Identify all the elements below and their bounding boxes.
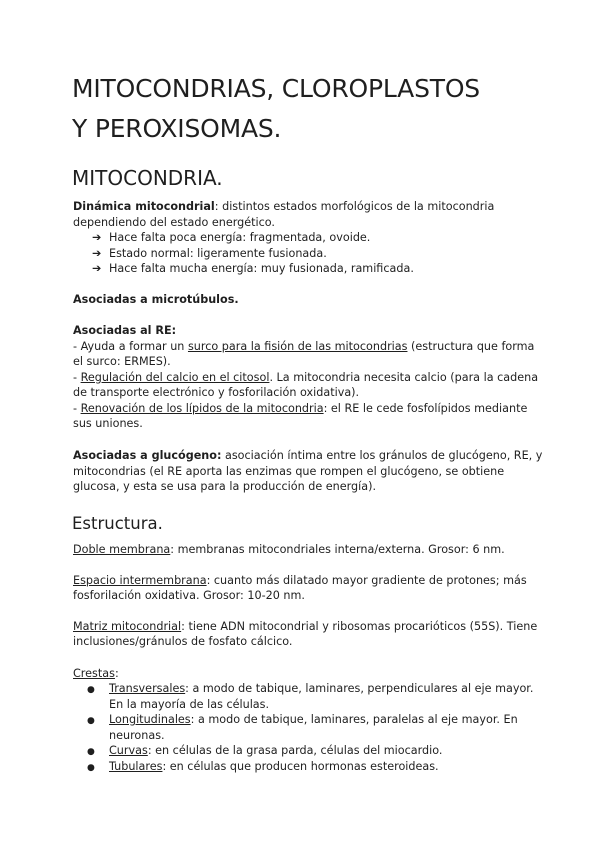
- glucogeno-line-1: [73, 448, 542, 464]
- list-item-continuation: neuronas.: [109, 729, 165, 742]
- dinamica-paragraph-line-1: [73, 199, 494, 215]
- list-item-text: Hace falta poca energía: fragmentada, ovoide.: [109, 231, 371, 244]
- cresta-type-label: Curvas: [109, 744, 148, 757]
- cresta-type-label: Transversales: [109, 682, 186, 695]
- re-heading: Asociadas al RE:: [73, 324, 177, 337]
- bullet-dot-icon: ●: [87, 716, 95, 726]
- arrow-bullet-icon: ➔: [92, 262, 102, 275]
- arrow-bullet-icon: ➔: [92, 231, 102, 244]
- document-title-line-2: Y PEROXISOMAS.: [72, 114, 282, 143]
- list-item: [92, 261, 414, 277]
- list-item-text: Hace falta mucha energía: muy fusionada, ramificada.: [109, 262, 414, 275]
- section-heading-mitocondria: MITOCONDRIA.: [72, 166, 223, 190]
- re-text: : el RE le cede fosfolípidos mediante: [323, 402, 528, 415]
- dinamica-label: Dinámica mitocondrial: [73, 200, 215, 213]
- cresta-type-text: : en células que producen hormonas esteroideas.: [162, 760, 439, 773]
- re-line-2: el surco: ERMES).: [73, 355, 171, 368]
- list-item: [87, 681, 533, 699]
- microtubulos-heading: Asociadas a microtúbulos.: [73, 293, 239, 306]
- estructura-heading-dot: .: [157, 514, 163, 533]
- list-item: [87, 759, 439, 777]
- cresta-type-label: Longitudinales: [109, 713, 191, 726]
- cresta-type-text: : a modo de tabique, laminares, paralelas al eje mayor. En: [190, 713, 518, 726]
- crestas-label: Crestas: [73, 667, 115, 680]
- list-item: [87, 712, 518, 730]
- glucogeno-line-3: glucosa, y esta se usa para la producción de energía).: [73, 480, 377, 493]
- cresta-type-text: : en células de la grasa parda, células del miocardio.: [147, 744, 443, 757]
- cresta-type-label: Tubulares: [109, 760, 163, 773]
- bullet-dot-icon: ●: [87, 763, 95, 773]
- crestas-heading: [73, 666, 119, 682]
- cresta-type-text: : a modo de tabique, laminares, perpendiculares al eje mayor.: [185, 682, 534, 695]
- re-line-4: de transporte electrónico y fosforilación oxidativa).: [73, 386, 360, 399]
- espacio-line-1: [73, 573, 527, 589]
- espacio-line-2: fosforilación oxidativa. Grosor: 10-20 nm.: [73, 589, 305, 602]
- re-text: -: [73, 371, 81, 384]
- matriz-line-1: [73, 619, 537, 635]
- list-item-text: Estado normal: ligeramente fusionada.: [109, 247, 327, 260]
- document-title-line-1: MITOCONDRIAS, CLOROPLASTOS: [72, 74, 480, 103]
- matriz-line-2: inclusiones/gránulos de fosfato cálcico.: [73, 635, 293, 648]
- estructura-heading-text: Estructura: [72, 514, 158, 533]
- list-item: [92, 230, 370, 246]
- matriz-label: Matriz mitocondrial: [73, 620, 182, 633]
- doble-membrana-text: : membranas mitocondriales interna/externa. Grosor: 6 nm.: [170, 543, 505, 556]
- bullet-dot-icon: ●: [87, 747, 95, 757]
- re-text: (estructura que forma: [407, 340, 535, 353]
- glucogeno-text: asociación íntima entre los gránulos de glucógeno, RE, y: [221, 449, 543, 462]
- list-item: [87, 743, 442, 761]
- doble-membrana-line: [73, 542, 505, 558]
- re-line-5: [73, 401, 527, 417]
- dinamica-text-1: : distintos estados morfológicos de la mitocondria: [214, 200, 495, 213]
- re-line-1: [73, 339, 534, 355]
- glucogeno-label: Asociadas a glucógeno:: [73, 449, 222, 462]
- dinamica-paragraph-line-2: dependiendo del estado energético.: [73, 216, 275, 229]
- re-underlined-term: surco para la fisión de las mitocondrias: [187, 340, 408, 353]
- crestas-colon: :: [114, 667, 119, 680]
- re-underlined-term: Renovación de los lípidos de la mitocondria: [80, 402, 324, 415]
- espacio-text: : cuanto más dilatado mayor gradiente de protones; más: [206, 574, 527, 587]
- list-item-continuation: En la mayoría de las células.: [109, 698, 270, 711]
- arrow-bullet-icon: ➔: [92, 247, 102, 260]
- re-text: - Ayuda a formar un: [73, 340, 188, 353]
- re-text: . La mitocondria necesita calcio (para la cadena: [269, 371, 539, 384]
- section-heading-estructura: [72, 513, 163, 535]
- bullet-dot-icon: ●: [87, 685, 95, 695]
- re-line-3: [73, 370, 538, 386]
- re-text: -: [73, 402, 81, 415]
- list-item: [92, 246, 327, 262]
- glucogeno-line-2: mitocondrias (el RE aporta las enzimas que rompen el glucógeno, se obtiene: [73, 465, 505, 478]
- matriz-text: : tiene ADN mitocondrial y ribosomas procarióticos (55S). Tiene: [181, 620, 538, 633]
- re-line-6: sus uniones.: [73, 417, 143, 430]
- re-underlined-term: Regulación del calcio en el citosol: [80, 371, 270, 384]
- espacio-label: Espacio intermembrana: [73, 574, 207, 587]
- doble-membrana-label: Doble membrana: [73, 543, 171, 556]
